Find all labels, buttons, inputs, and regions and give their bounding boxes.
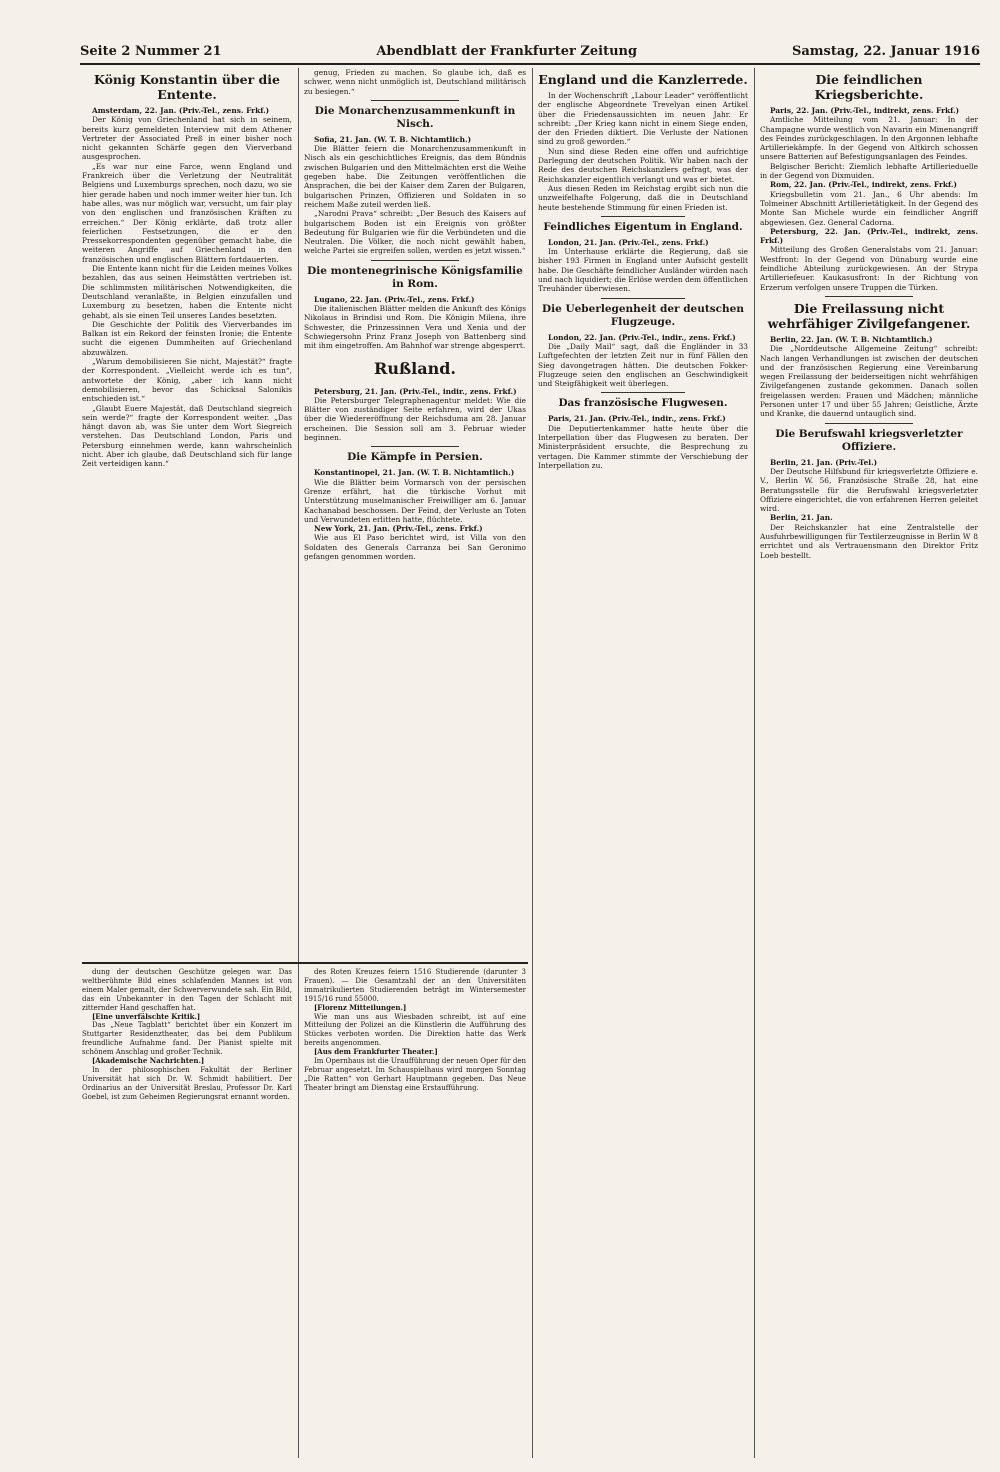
feuilleton-left (82, 968, 292, 1458)
headline-berufswahl: Die Berufswahl kriegsverletzter Offiziere. (775, 427, 963, 453)
page-number: Seite 2 Nummer 21 (80, 43, 222, 59)
section-head: [Florenz Mitteilungen.] (314, 1002, 407, 1012)
paper-title: Abendblatt der Frankfurter Zeitung (376, 43, 638, 59)
separator (371, 100, 460, 101)
paragraph: In der Wochenschrift „Labour Leader“ veröffentlicht der englische Abgeordnete Trevelyan einen Artikel über die Friedensaussichten im neuen Jahr. Er schreibt: „Der Krieg kann nicht in einem Siege enden, der den Frieden diktiert. Die Verluste der Nationen sind zu groß geworden.“ (538, 91, 748, 147)
paragraph: Die Petersburger Telegraphenagentur meldet: Wie die Blätter von zuständiger Seite erfahren, wird der Ukas über die Wiedereröffnung der Reichsduma am 28. Januar erscheinen. Die Session soll am 3. Februar wieder beginnen. (304, 395, 526, 443)
paragraph: Die „Norddeutsche Allgemeine Zeitung“ schreibt: Nach langen Verhandlungen ist zwischen der deutschen und der französischen Regierung eine Vereinbarung wegen Freilassung der beiderseitigen nicht wehrfähigen Zivilgefangenen zustande gekommen. Danach sollen freigelassen werden: Frauen und Mädchen; männliche Personen unter 17 und über 55 Jahren; Geistliche, Ärzte und Kranke, die dauernd untauglich sind. (760, 344, 978, 419)
dateline: Petersburg, 21. Jan. (Priv.-Tel., indir., zens. Frkf.) (314, 386, 517, 396)
paragraph: Belgischer Bericht: Ziemlich lebhafte Artillerieduelle in der Gegend von Dixmuiden. (760, 161, 978, 181)
feuilleton-rule (82, 962, 528, 964)
paragraph: „Glaubt Euere Majestät, daß Deutschland siegreich sein werde?“ fragte der Korrespondent weiter. „Das hängt davon ab, was Sie unter dem Wort Siegreich verstehen. Das Deutschland London, Paris und Petersburg einnehmen werde, kann wahrscheinlich nicht. Aber ich glaube, daß Deutschland sich für lange Zeit verteidigen kann.“ (82, 403, 292, 469)
paragraph: Im Unterhause erklärte die Regierung, daß sie bisher 193 Firmen in England unter Aufsicht gestellt habe. Die Geschäfte feindlicher Ausländer würden nach und nach liquidiert; die Erlöse werden dem öffentlichen Treuhänder überwiesen. (538, 247, 748, 294)
paragraph: Aus diesen Reden im Reichstag ergibt sich nun die unzweifelhafte Folgerung, daß die in Deutschland heute bestehende Stimmung für einen Frieden ist. (538, 183, 748, 212)
dateline: Berlin, 22. Jan. (W. T. B. Nichtamtlich.) (770, 334, 933, 344)
dateline: Paris, 21. Jan. (Priv.-Tel., indir., zens. Frkf.) (548, 414, 726, 424)
dateline: Sofia, 21. Jan. (W. T. B. Nichtamtlich.) (314, 134, 472, 144)
dateline: Berlin, 21. Jan. (770, 513, 833, 523)
headline-monarchen: Die Monarchenzusammenkunft in Nisch. (314, 104, 516, 130)
paragraph: Mitteilung des Großen Generalstabs vom 21. Januar: Westfront: In der Gegend von Dünaburg wurde eine feindliche Abteilung zurückgewiesen. An der Strypa Artilleriefeuer. Kaukasusfront: In der Richtung von Erzerum verfolgen unsere Truppen die Türken. (760, 245, 978, 292)
issue-date: Samstag, 22. Januar 1916 (791, 43, 980, 59)
dateline: Rom, 22. Jan. (Priv.-Tel., indirekt, zens. Frkf.) (770, 180, 958, 190)
column-1 (82, 68, 292, 958)
headline-montenegro: Die montenegrinische Königsfamilie in Rom. (307, 264, 523, 290)
paragraph: In der philosophischen Fakultät der Berliner Universität hat sich Dr. W. Schmidt habilitiert. Der Ordinarius an der Universität Breslau, Professor Dr. Karl Goebel, ist zum Geheimen Regierungsrat ernannt worden. (82, 1065, 292, 1101)
headline-kanzlerrede: England und die Kanzlerrede. (538, 72, 748, 87)
paragraph: Wie man uns aus Wiesbaden schreibt, ist auf eine Mitteilung der Polizei an die Künstlerin die Aufführung des Stückes verboten worden. Die Direktion hatte das Werk bereits angenommen. (304, 1012, 526, 1048)
section-head: [Akademische Nachrichten.] (92, 1056, 205, 1066)
paragraph: dung der deutschen Geschütze gelegen war. Das weltberühmte Bild eines schlafenden Mannes ist von einem Maler gemalt, der Schwerverwundete sah. Ein Bild, das ein Unbekannter in den Tagen der Schlacht mit zitternder Hand geschaffen hat. (82, 968, 292, 1012)
headline-kriegsberichte: Die feindlichen Kriegsberichte. (814, 72, 924, 102)
dateline: Petersburg, 22. Jan. (Priv.-Tel., indirekt, zens. Frkf.) (760, 226, 978, 246)
separator (601, 298, 685, 299)
dateline: Konstantinopel, 21. Jan. (W. T. B. Nichtamtlich.) (314, 468, 515, 478)
column-3 (538, 68, 748, 1448)
paragraph: „Warum demobilisieren Sie nicht, Majestät?“ fragte der Korrespondent. „Vielleicht werde ich es tun“, antwortete der König, „aber ich kann nicht demobilisieren, bevor das Schicksal Salonikis entschieden ist.“ (82, 357, 292, 404)
paragraph: Die Geschichte der Politik des Vierverbandes im Balkan ist ein Rekord der feinsten Ironie; die Entente sucht die eigenen Dummheiten auf Griechenland abzuwälzen. (82, 319, 292, 357)
headline-flugzeuge: Die Ueberlegenheit der deutschen Flugzeuge. (542, 302, 744, 328)
column-2 (304, 68, 526, 958)
separator (371, 260, 460, 261)
feuilleton-right (304, 968, 526, 1458)
headline-russland: Rußland. (374, 358, 456, 378)
paragraph: genug, Frieden zu machen. So glaube ich, daß es schwer, wenn nicht unmöglich ist, Deutschland militärisch zu besiegen.“ (304, 68, 526, 96)
paragraph: Das „Neue Tagblatt“ berichtet über ein Konzert im Stuttgarter Residenztheater, das bei dem Publikum freundliche Aufnahme fand. Der Pianist spielte mit schönem Anschlag und großer Technik. (82, 1021, 292, 1057)
column-divider (754, 68, 755, 1458)
paragraph: Der Reichskanzler hat eine Zentralstelle der Ausfuhrbewilligungen für Textilerzeugnisse in Berlin W 8 errichtet und als Vertrauensmann den Direktor Fritz Loeb bestellt. (760, 522, 978, 560)
column-divider (532, 68, 533, 1458)
paragraph: Der Deutsche Hilfsbund für kriegsverletzte Offiziere e. V., Berlin W. 56, Französische Straße 28, hat eine Beratungsstelle für die Berufswahl kriegsverletzter Offiziere eingerichtet, die von erfahrenen Herren geleitet wird. (760, 466, 978, 514)
section-head: [Eine unverfälschte Kritik.] (92, 1011, 201, 1021)
separator (601, 392, 685, 393)
paragraph: Im Opernhaus ist die Uraufführung der neuen Oper für den Februar angesetzt. Im Schauspielhaus wird morgen Sonntag „Die Ratten“ von Gerhart Hauptmann gegeben. Das Neue Theater bringt am Dienstag eine Erstaufführung. (304, 1057, 526, 1092)
section-head: [Aus dem Frankfurter Theater.] (314, 1047, 438, 1057)
dateline: London, 21. Jan. (Priv.-Tel., zens. Frkf.) (548, 237, 709, 247)
headline-flugwesen: Das französische Flugwesen. (558, 397, 728, 410)
paragraph: Die italienischen Blätter melden die Ankunft des Königs Nikolaus in Brindisi und Rom. Die Königin Milena, ihre Schwester, die Prinzessinnen Vera und Xenia und der Schwiegersohn Prinz Franz Joseph von Battenberg sind mit ihm eingetroffen. Am Bahnhof war strenge abgesperrt. (304, 304, 526, 351)
headline-persien: Die Kämpfe in Persien. (347, 451, 483, 464)
dateline: New York, 21. Jan. (Priv.-Tel., zens. Frkf.) (314, 524, 483, 534)
headline-zivilgefangene: Die Freilassung nicht wehrfähiger Zivilgefangener. (767, 300, 971, 331)
paragraph: Die Blätter feiern die Monarchenzusammenkunft in Nisch als ein geschichtliches Ereignis, das dem Bündnis zwischen Bulgarien und den Mittelmächten erst die Weihe gegeben habe. Die Zeitungen veröffentlichen die Ansprachen, die bei der Kaiser dem Zaren der Bulgaren, bulgarischen Prinzen, Offizieren und Soldaten in so reichem Maße zuteil werden ließ. (304, 144, 526, 209)
paragraph: Der König von Griechenland hat sich in seinem, bereits kurz gemeldeten Interview mit dem Athener Vertreter der Associated Preß in einer bisher noch nicht gekannten Schärfe gegen den Vierverband ausgesprochen. (82, 115, 292, 162)
column-divider (298, 68, 299, 1458)
dateline: Berlin, 21. Jan. (Priv.-Tel.) (770, 457, 878, 467)
paragraph: Die Entente kann nicht für die Leiden meines Volkes bezahlen, das aus seinen Heimstätten vertrieben ist. Die schlimmsten militärischen Notwendigkeiten, die Deutschland veranlaßte, in Belgien einzufallen und Luxemburg zu besetzen, haben die Entente nicht gehabt, als sie einen Teil unseres Landes besetzten. (82, 264, 292, 320)
paragraph: Wie aus El Paso berichtet wird, ist Villa von den Soldaten des Generals Carranza bei San Geronimo gefangen genommen worden. (304, 533, 526, 561)
dateline: Amsterdam, 22. Jan. (Priv.-Tel., zens. Frkf.) (92, 106, 270, 115)
paragraph: Die Deputiertenkammer hatte heute über die Interpellation über das Flugwesen zu beraten. Der Ministerpräsident ersuchte, die Besprechung zu vertagen. Die Kammer stimmte der Verschiebung der Interpellation zu. (538, 423, 748, 470)
paragraph: Nun sind diese Reden eine offen und aufrichtige Darlegung der deutschen Politik. Wir haben nach der Rede des deutschen Reichskanzlers gefragt, was der Reichskanzler eigentlich verlangt und was er bietet. (538, 146, 748, 184)
headline-konstantin: König Konstantin über die Entente. (94, 72, 280, 102)
paragraph: „Narodni Prava“ schreibt: „Der Besuch des Kaisers auf bulgarischem Boden ist ein Ereignis von größter Bedeutung für Bulgarien wie für die Verbündeten und die Neutralen. Die Völker, die noch nicht gewählt haben, welche Partei sie ergreifen sollen, werden es jetzt wissen.“ (304, 209, 526, 256)
column-4 (760, 68, 978, 1448)
paragraph: „Es war nur eine Farce, wenn England und Frankreich über die Verletzung der Neutralität Belgiens und Luxemburgs sprechen, noch dazu, wo sie hier gerade haben und noch immer weiter hier tun. Ich habe alles, was nur möglich war, versucht, um fair play von den englischen und französischen Kräften zu erreichen.“ Der König erklärte, daß trotz aller feierlichen Festsetzungen, die er den Pressekorrespondenten gegenüber gemacht habe, die weiteren Angriffe auf Griechenland in den französischen und englischen Blättern fortdauerten. (82, 161, 292, 264)
masthead (80, 40, 980, 62)
paragraph: Wie die Blätter beim Vormarsch von der persischen Grenze erfährt, hat die türkische Vorhut mit Unterstützung muselmanischer Freiwilliger am 6. Januar Kachanabad beschossen. Der Feind, der Verluste an Toten und Verwundeten erlitten hatte, flüchtete. (304, 477, 526, 524)
paragraph: Amtliche Mitteilung vom 21. Januar: In der Champagne wurde westlich von Navarin ein Minenangriff des Feindes zurückgeschlagen. In den Argonnen lebhafte Artilleriekämpfe. In der Gegend von Altkirch schossen unsere Batterien auf Befestigungsanlagen des Feindes. (760, 115, 978, 162)
separator (601, 216, 685, 217)
dateline: London, 22. Jan. (Priv.-Tel., indir., zens. Frkf.) (548, 332, 736, 342)
masthead-rule (80, 63, 980, 65)
dateline: Paris, 22. Jan. (Priv.-Tel., indirekt, zens. Frkf.) (770, 106, 960, 115)
paragraph: des Roten Kreuzes feiern 1516 Studierende (darunter 3 Frauen). — Die Gesamtzahl der an den Universitäten immatrikulierten Studierenden beträgt im Wintersemester 1915/16 rund 55000. (304, 968, 526, 1003)
separator (825, 296, 912, 297)
headline-eigentum: Feindliches Eigentum in England. (543, 220, 743, 233)
dateline: Lugano, 22. Jan. (Priv.-Tel., zens. Frkf.) (314, 294, 475, 304)
separator (371, 446, 460, 447)
separator (825, 423, 912, 424)
paragraph: Kriegsbulletin vom 21. Jan., 6 Uhr abends: Im Tolmeiner Abschnitt Artillerietätigkeit. In der Gegend des Monte San Michele wurde ein feindlicher Angriff abgewiesen. Gez. General Cadorna. (760, 189, 978, 227)
paragraph: Die „Daily Mail“ sagt, daß die Engländer in 33 Luftgefechten der letzten Zeit nur in fünf Fällen den Sieg davongetragen hätten. Die deutschen Fokker-Flugzeuge seien den englischen an Geschwindigkeit und Steigfähigkeit weit überlegen. (538, 341, 748, 389)
